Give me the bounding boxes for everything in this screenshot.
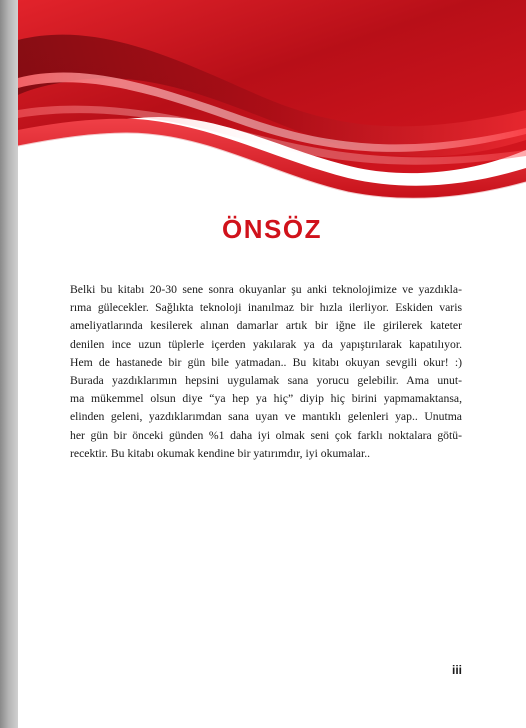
paragraph-line: Hem de hastanede bir gün bile yatmadan.. Bu kitabı okuyan sevgili okur! :) — [70, 355, 462, 369]
paragraph-line: ma mükemmel olsun diye “ya hep ya hiç” diyip hiç birini yapmamaktansa, — [70, 392, 462, 406]
page-title: ÖNSÖZ — [222, 214, 322, 244]
paragraph-line: elinden geleni, yazdıklarımdan sana uyan ve mantıklı gelenleri yap.. Unutma — [70, 410, 462, 424]
paragraph-line: Burada yazdıklarımın hepsini uygulamak sana yorucu gelebilir. Ama unut- — [70, 374, 462, 388]
foreword-paragraph — [70, 281, 462, 463]
page-number: iii — [451, 663, 462, 677]
paragraph-line: Belki bu kitabı 20-30 sene sonra okuyanlar şu anki teknolojimize ve yazdıkla- — [70, 283, 462, 296]
paragraph-line: her gün bir önceki günden %1 daha iyi olmak seni çok farklı noktalara götü- — [70, 428, 462, 442]
paragraph-line: recektir. Bu kitabı okumak kendine bir yatırımdır, iyi okumalar.. — [70, 446, 371, 460]
paragraph-line: ameliyatlarında kesilerek alınan damarlar artık bir iğne ile girilerek kateter — [70, 319, 462, 333]
paragraph-line: rıma gülecekler. Sağlıkta teknoloji inanılmaz bir hızla ilerliyor. Eskiden varis — [70, 301, 462, 315]
paragraph-line: denilen ince uzun tüplerle içerden yakılarak ya da yapıştırılarak kapatılıyor. — [70, 337, 462, 351]
red-wave-banner-icon — [18, 0, 526, 200]
document-page — [18, 0, 526, 728]
